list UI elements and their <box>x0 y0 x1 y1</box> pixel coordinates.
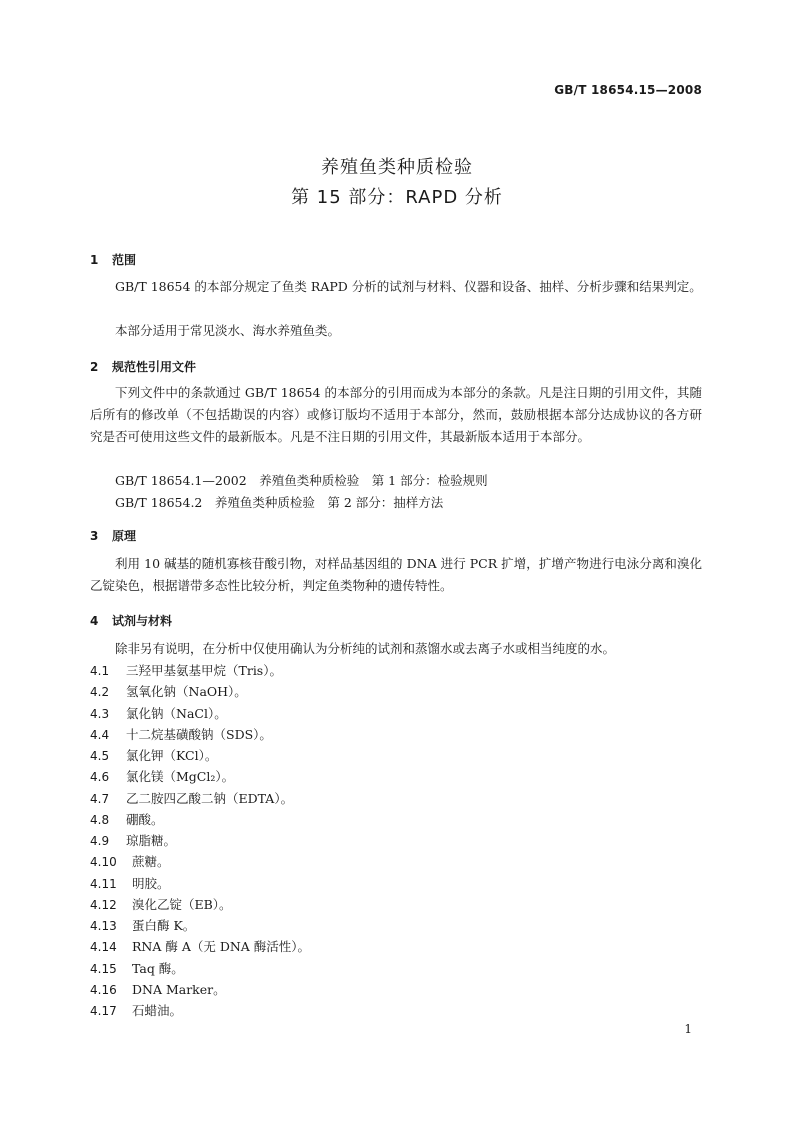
section-title: 范围 <box>112 253 137 267</box>
list-item: 4.7 乙二胺四乙酸二钠（EDTA）。 <box>90 791 294 806</box>
reference-2: GB/T 18654.2 养殖鱼类种质检验 第 2 部分：抽样方法 <box>115 495 444 510</box>
section-title: 规范性引用文件 <box>112 360 197 374</box>
section-1-paragraph-2: 本部分适用于常见淡水、海水养殖鱼类。 <box>115 323 341 338</box>
list-item: 4.3 氯化钠（NaCl）。 <box>90 706 227 721</box>
list-item: 4.6 氯化镁（MgCl₂）。 <box>90 769 235 784</box>
list-item: 4.17 石蜡油。 <box>90 1003 183 1018</box>
list-item: 4.5 氯化钾（KCl）。 <box>90 748 218 763</box>
doc-title: 养殖鱼类种质检验 <box>321 157 473 178</box>
section-number: 2 <box>90 360 99 374</box>
section-3-heading <box>90 527 136 544</box>
standard-number: GB/T 18654.15—2008 <box>554 83 702 97</box>
section-number: 3 <box>90 529 99 543</box>
list-item: 4.15 Taq 酶。 <box>90 961 184 976</box>
section-4-paragraph-1: 除非另有说明，在分析中仅使用确认为分析纯的试剂和蒸馏水或去离子水或相当纯度的水。 <box>115 641 616 656</box>
doc-subtitle: 第 15 部分：RAPD 分析 <box>291 187 503 208</box>
section-1-heading <box>90 251 136 268</box>
section-title: 试剂与材料 <box>112 614 173 628</box>
reference-1: GB/T 18654.1—2002 养殖鱼类种质检验 第 1 部分：检验规则 <box>115 473 488 488</box>
list-item: 4.1 三羟甲基氨基甲烷（Tris）。 <box>90 663 282 678</box>
section-1-paragraph-1: GB/T 18654 的本部分规定了鱼类 RAPD 分析的试剂与材料、仪器和设备、抽样、分析步骤和结果判定。 <box>115 279 702 294</box>
list-item: 4.16 DNA Marker。 <box>90 982 226 997</box>
section-number: 1 <box>90 253 99 267</box>
list-item: 4.10 蔗糖。 <box>90 854 170 869</box>
section-4-heading <box>90 612 172 629</box>
page-number: 1 <box>684 1022 692 1036</box>
list-item: 4.9 琼脂糖。 <box>90 833 177 848</box>
list-item: 4.8 硼酸。 <box>90 812 164 827</box>
list-item: 4.11 明胶。 <box>90 876 170 891</box>
list-item: 4.14 RNA 酶 A（无 DNA 酶活性）。 <box>90 939 311 954</box>
section-2-paragraph-1: 下列文件中的条款通过 GB/T 18654 的本部分的引用而成为本部分的条款。凡是注日期的引用文件，其随后所有的修改单（不包括勘误的内容）或修订版均不适用于本部分，然而，鼓励根据本部分达成协议的各方研究是否可使用这些文件的最新版本。凡是不注日期的引用文件，其最新版本适用于本部分。 <box>90 385 702 444</box>
section-3-paragraph-1: 利用 10 碱基的随机寡核苷酸引物，对样品基因组的 DNA 进行 PCR 扩增，扩增产物进行电泳分离和溴化乙锭染色，根据谱带多态性比较分析，判定鱼类物种的遗传特性。 <box>90 556 702 593</box>
list-item: 4.12 溴化乙锭（EB）。 <box>90 897 232 912</box>
list-item: 4.13 蛋白酶 K。 <box>90 918 196 933</box>
list-item: 4.4 十二烷基磺酸钠（SDS）。 <box>90 727 272 742</box>
section-number: 4 <box>90 614 99 628</box>
list-item: 4.2 氢氧化钠（NaOH）。 <box>90 684 247 699</box>
section-2-heading <box>90 358 196 375</box>
section-title: 原理 <box>112 529 137 543</box>
